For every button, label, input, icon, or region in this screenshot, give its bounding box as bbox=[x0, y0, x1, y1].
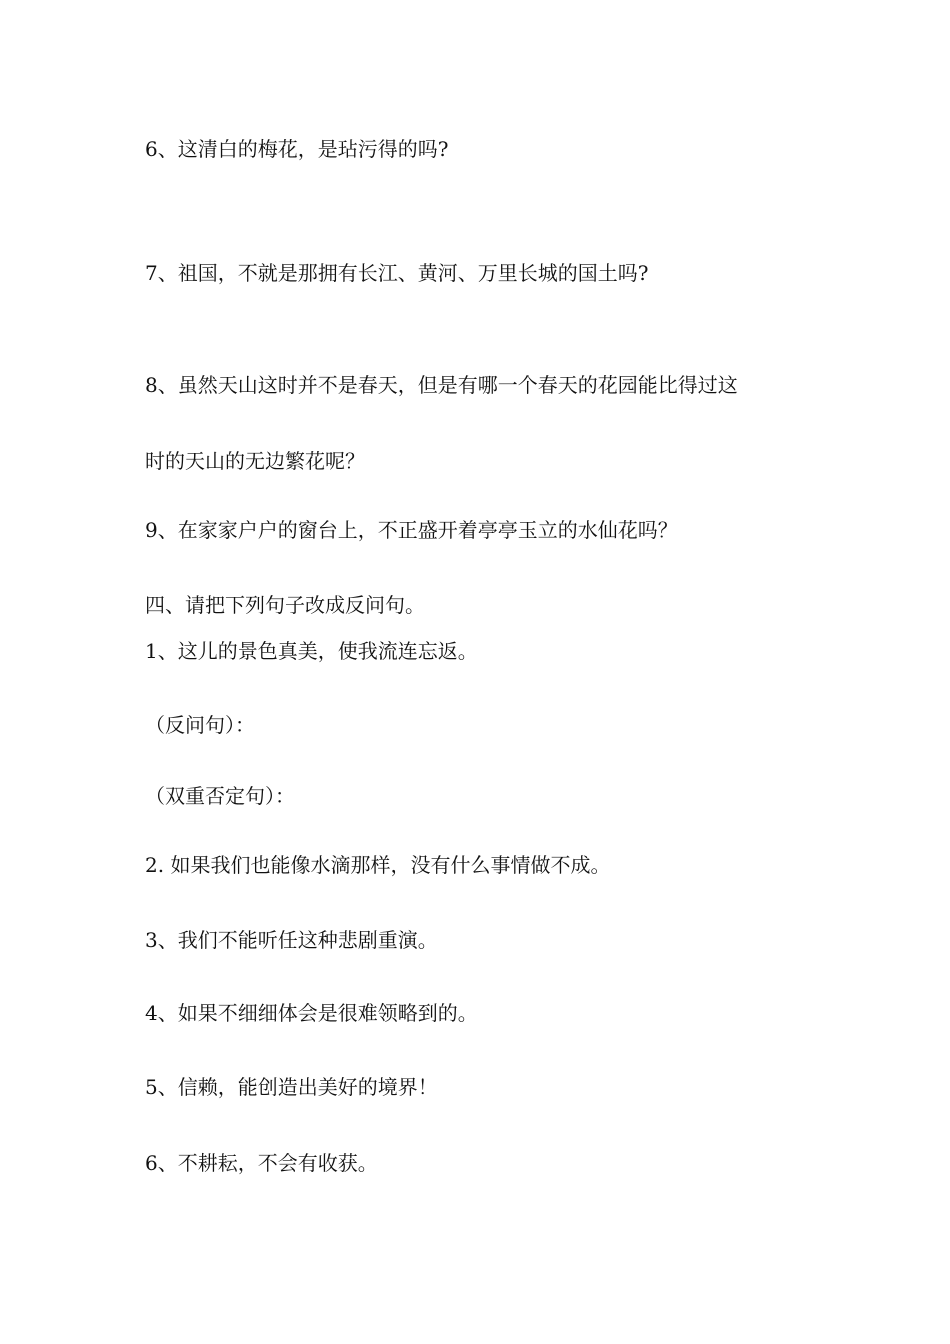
text-line-item4: 4、如果不细细体会是很难领略到的。 bbox=[145, 1001, 478, 1025]
text-line-item2: 2. 如果我们也能像水滴那样，没有什么事情做不成。 bbox=[145, 853, 611, 877]
text-line-q8-part1: 8、虽然天山这时并不是春天，但是有哪一个春天的花园能比得过这 bbox=[145, 373, 738, 397]
text-line-rhetorical-label: （反问句）： bbox=[145, 713, 255, 737]
text-line-item3: 3、我们不能听任这种悲剧重演。 bbox=[145, 928, 438, 952]
text-line-q9: 9、在家家户户的窗台上，不正盛开着亭亭玉立的水仙花吗？ bbox=[145, 518, 678, 542]
text-line-q8-part2: 时的天山的无边繁花呢？ bbox=[145, 449, 365, 473]
text-line-double-negative-label: （双重否定句）： bbox=[145, 784, 295, 808]
text-line-item1: 1、这儿的景色真美，使我流连忘返。 bbox=[145, 639, 478, 663]
text-line-q7: 7、祖国，不就是那拥有长江、黄河、万里长城的国土吗? bbox=[145, 261, 649, 285]
text-line-q6: 6、这清白的梅花，是玷污得的吗? bbox=[145, 137, 449, 161]
text-line-item6: 6、不耕耘，不会有收获。 bbox=[145, 1151, 378, 1175]
text-line-item5: 5、信赖，能创造出美好的境界！ bbox=[145, 1075, 438, 1099]
section-heading-4: 四、请把下列句子改成反问句。 bbox=[145, 593, 425, 617]
